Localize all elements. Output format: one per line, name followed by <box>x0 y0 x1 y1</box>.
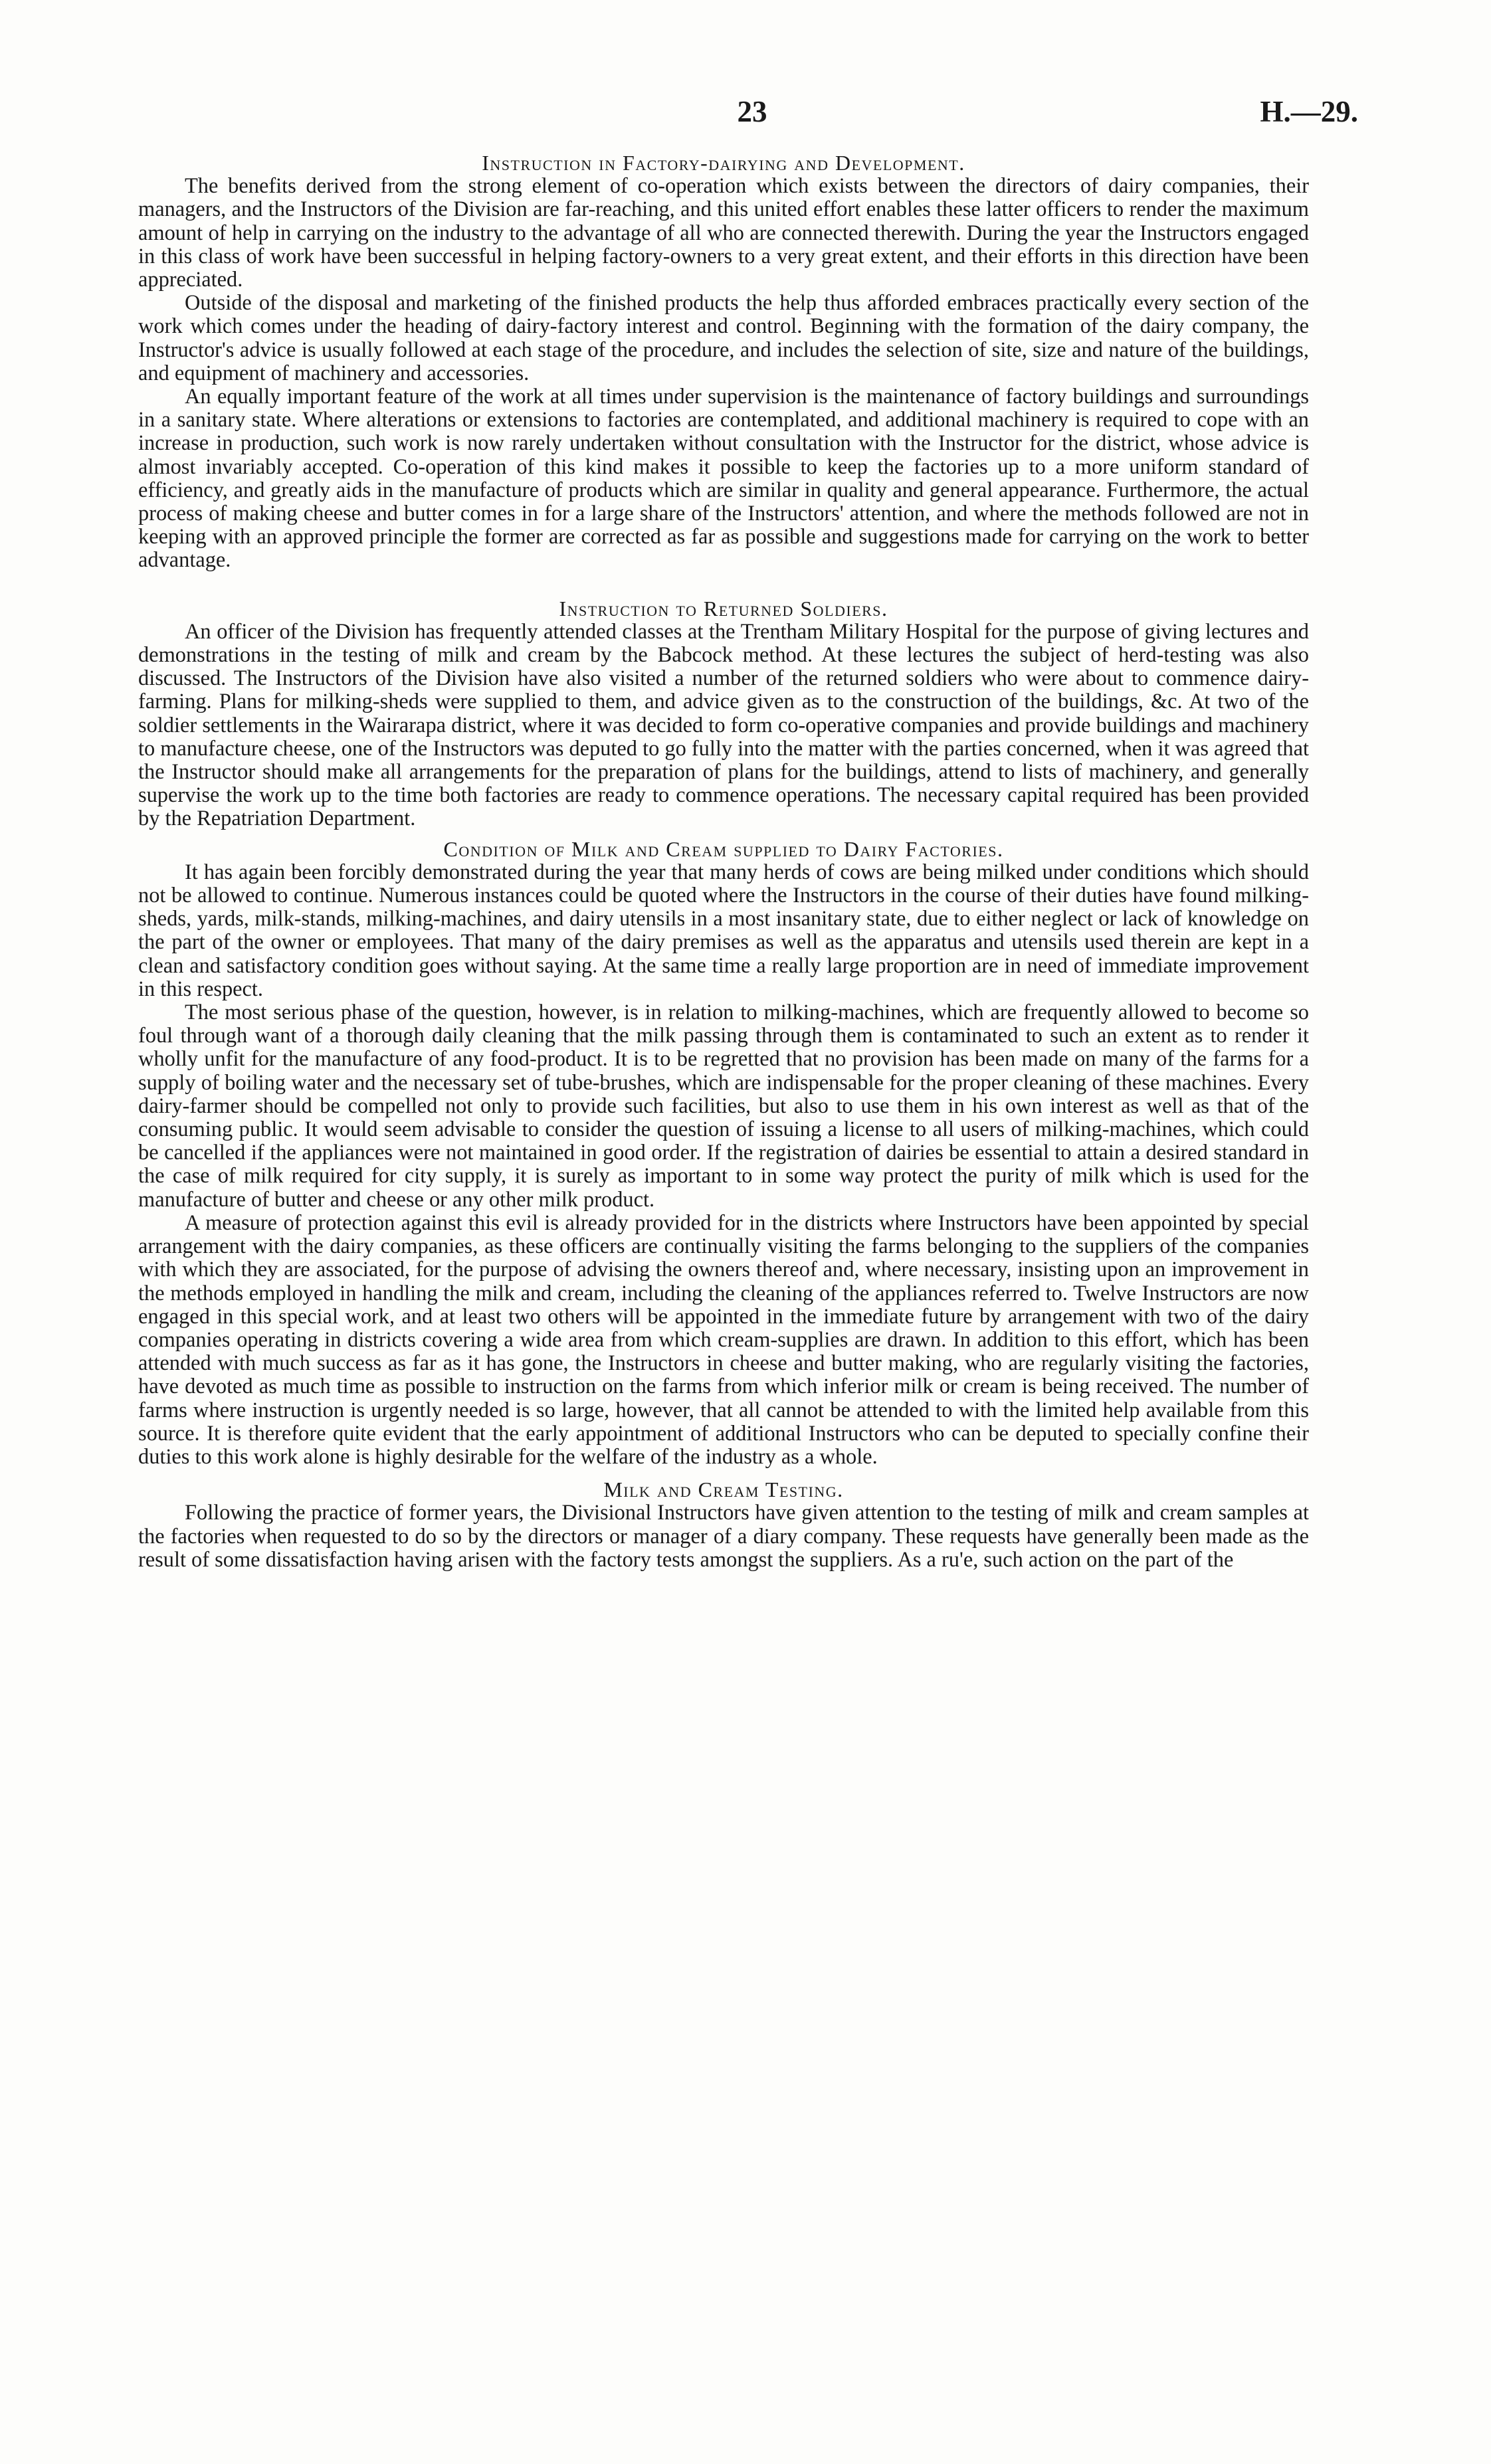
paragraph: A measure of protection against this evil is already provided for in the districts where Instructors have been appointed by special arrangement with the dairy companies, as these officers are continually visiting the farms belonging to the suppliers of the companies with which they are associated, for the purpose of advising the owners thereof and, where necessary, insisting upon an improvement in the methods employed in handling the milk and cream, including the cleaning of the appliances referred to. Twelve Instructors are now engaged in this special work, and at least two others will be appointed in the immediate future by arrangement with two of the dairy companies operating in districts covering a wide area from which cream-supplies are drawn. In addition to this effort, which has been attended with much success as far as it has gone, the Instructors in cheese and butter making, who are regularly visiting the factories, have devoted as much time as possible to instruction on the farms from which inferior milk or cream is being received. The number of farms where instruction is urgently needed is so large, however, that all cannot be attended to with the limited help available from this source. It is therefore quite evident that the early appointment of additional Instructors who can be deputed to specially confine their duties to this work alone is highly desirable for the welfare of the industry as a whole. <box>138 1210 1309 1469</box>
paragraph: An officer of the Division has frequently attended classes at the Trentham Military Hospital for the purpose of giving lectures and demonstrations in the testing of milk and cream by the Babcock method. At these lectures the subject of herd-testing was also discussed. The Instructors of the Division have also visited a number of the returned soldiers who were about to commence dairy-farming. Plans for milking-sheds were supplied to them, and advice given as to the construction of the buildings, &c. At two of the soldier settlements in the Wairarapa district, where it was decided to form co-operative companies and provide buildings and machinery to manufacture cheese, one of the Instructors was deputed to go fully into the matter with the parties concerned, when it was agreed that the Instructor should make all arrangements for the preparation of plans for the buildings, attend to lists of machinery, and generally supervise the work up to the time both factories are ready to commence operations. The necessary capital required has been provided by the Repatriation Department. <box>138 619 1309 831</box>
page-header <box>146 92 1358 132</box>
paragraph: The benefits derived from the strong element of co-operation which exists between the directors of dairy companies, their managers, and the Instructors of the Division are far-reaching, and this united effort enables these latter officers to render the maximum amount of help in carrying on the industry to the advantage of all who are connected therewith. During the year the Instructors engaged in this class of work have been successful in helping factory-owners to a very great extent, and their efforts in this direction have been appreciated. <box>138 174 1309 292</box>
page-number: 23 <box>737 95 767 128</box>
section-returned-soldiers <box>138 597 1309 831</box>
section-condition-of-milk <box>138 838 1309 1469</box>
paragraph: Outside of the disposal and marketing of the finished products the help thus afforded embraces practically every section of the work which comes under the heading of dairy-factory interest and control. Beginning with the formation of the dairy company, the Instructor's advice is usually followed at each stage of the procedure, and includes the selection of site, size and nature of the buildings, and equipment of machinery and accessories. <box>138 291 1309 385</box>
section-heading: Milk and Cream Testing. <box>603 1477 844 1502</box>
paragraph: It has again been forcibly demonstrated during the year that many herds of cows are being milked under conditions which should not be allowed to continue. Numerous instances could be quoted where the Instructors in the course of their duties have found milking-sheds, yards, milk-stands, milking-machines, and dairy utensils in a most insanitary state, due to either neglect or lack of knowledge on the part of the owner or employees. That many of the dairy premises as well as the apparatus and utensils used therein are kept in a clean and satisfactory condition goes without saying. At the same time a really large proportion are in need of immediate improvement in this respect. <box>138 860 1309 1001</box>
section-heading: Condition of Milk and Cream supplied to Dairy Factories. <box>443 836 1004 861</box>
paragraph: The most serious phase of the question, however, is in relation to milking-machines, which are frequently allowed to become so foul through want of a thorough daily cleaning that the milk passing through them is contaminated to such an extent as to render it wholly unfit for the manufacture of any food-product. It is to be regretted that no provision has been made on many of the farms for a supply of boiling water and the necessary set of tube-brushes, which are indispensable for the proper cleaning of these machines. Every dairy-farmer should be compelled not only to provide such facilities, but also to use them in his own interest as well as that of the consuming public. It would seem advisable to consider the question of issuing a license to all users of milking-machines, which could be cancelled if the appliances were not maintained in good order. If the registration of dairies be essential to attain a desired standard in the case of milk required for city supply, it is surely as important to in some way protect the purity of milk which is used for the manufacture of butter and cheese or any other milk product. <box>138 1000 1309 1212</box>
document-reference: H.—29. <box>1260 95 1358 128</box>
paragraph: Following the practice of former years, the Divisional Instructors have given attention to the testing of milk and cream samples at the factories when requested to do so by the directors or manager of a diary company. These requests have generally been made as the result of some dissatisfaction having arisen with the factory tests amongst the suppliers. As a ru'e, such action on the part of the <box>138 1501 1309 1572</box>
section-milk-cream-testing <box>138 1478 1309 1572</box>
page-body <box>138 151 1309 1572</box>
paragraph: An equally important feature of the work at all times under supervision is the maintenance of factory buildings and surroundings in a sanitary state. Where alterations or extensions to factories are contemplated, and additional machinery is required to cope with an increase in production, such work is now rarely undertaken without consultation with the Instructor for the district, whose advice is almost invariably accepted. Co-operation of this kind makes it possible to keep the factories up to a more uniform standard of efficiency, and greatly aids in the manufacture of products which are similar in quality and general appearance. Furthermore, the actual process of making cheese and butter comes in for a large share of the Instructors' attention, and where the methods followed are not in keeping with an approved principle the former are corrected as far as possible and suggestions made for carrying on the work to better advantage. <box>138 385 1309 573</box>
section-factory-dairying <box>138 151 1309 573</box>
section-heading: Instruction in Factory-dairying and Development. <box>482 151 965 175</box>
section-heading: Instruction to Returned Soldiers. <box>559 596 888 620</box>
